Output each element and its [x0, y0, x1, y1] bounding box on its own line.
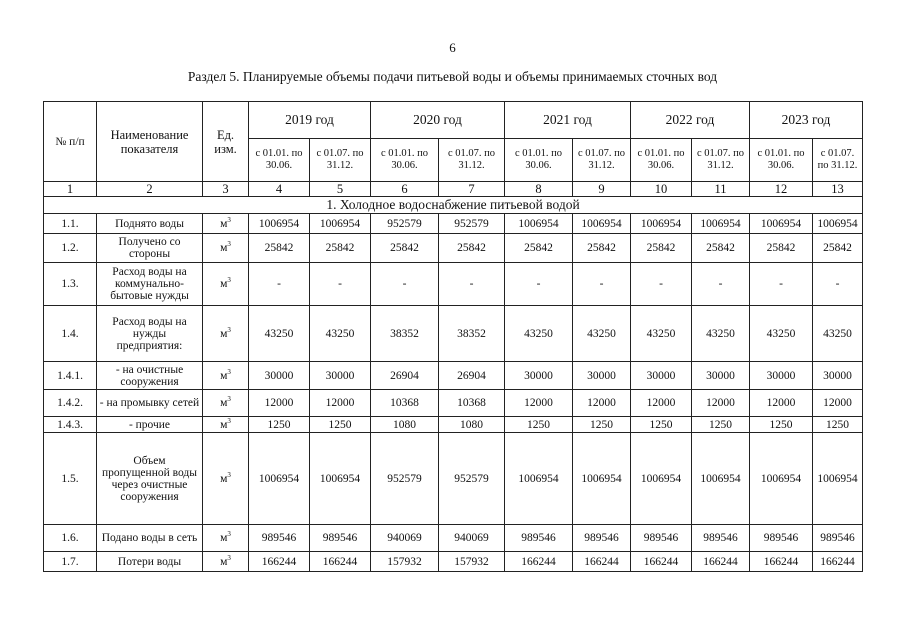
value-cell: 989546: [813, 525, 863, 552]
table-row: [44, 552, 863, 572]
row-number: 1.4.2.: [44, 390, 97, 417]
column-number: 6: [371, 182, 439, 197]
header-period: с 01.07. по 31.12.: [813, 139, 863, 182]
table-row: [44, 263, 863, 306]
unit-exponent: 3: [227, 416, 231, 425]
section-title: Раздел 5. Планируемые объемы подачи питьевой воды и объемы принимаемых сточных вод: [187, 69, 718, 84]
header-period: с 01.01. по 30.06.: [249, 139, 310, 182]
table-row: [44, 433, 863, 525]
value-cell: 12000: [573, 390, 631, 417]
value-cell: 25842: [573, 234, 631, 263]
row-number: 1.6.: [44, 525, 97, 552]
unit-exponent: 3: [227, 470, 231, 479]
value-cell: 952579: [371, 433, 439, 525]
value-cell: 1250: [573, 417, 631, 433]
value-cell: 1250: [505, 417, 573, 433]
row-unit: [203, 263, 249, 306]
value-cell: -: [310, 263, 371, 306]
unit-base: м: [220, 242, 228, 254]
page-number: 6: [449, 40, 456, 55]
row-number: 1.4.: [44, 306, 97, 362]
planned-volumes-table: [43, 101, 863, 572]
header-period: с 01.01. по 30.06.: [631, 139, 692, 182]
value-cell: 1250: [249, 417, 310, 433]
column-number: 5: [310, 182, 371, 197]
value-cell: 30000: [692, 362, 750, 390]
value-cell: 25842: [310, 234, 371, 263]
unit-base: м: [220, 278, 228, 290]
row-number: 1.5.: [44, 433, 97, 525]
header-year: 2021 год: [505, 102, 631, 139]
value-cell: -: [371, 263, 439, 306]
column-number: 9: [573, 182, 631, 197]
value-cell: 1006954: [505, 214, 573, 234]
table-row: [44, 525, 863, 552]
value-cell: 25842: [750, 234, 813, 263]
header-year: 2019 год: [249, 102, 371, 139]
row-number: 1.7.: [44, 552, 97, 572]
column-number: 2: [97, 182, 203, 197]
column-number: 4: [249, 182, 310, 197]
value-cell: 1006954: [249, 433, 310, 525]
value-cell: 166244: [310, 552, 371, 572]
unit-exponent: 3: [227, 530, 231, 539]
value-cell: -: [505, 263, 573, 306]
table-row: [44, 390, 863, 417]
unit-exponent: 3: [227, 240, 231, 249]
unit-base: м: [220, 418, 228, 431]
value-cell: 1006954: [310, 433, 371, 525]
value-cell: 43250: [310, 306, 371, 362]
row-name: Получено со стороны: [97, 234, 203, 263]
value-cell: 1006954: [573, 214, 631, 234]
table-row: [44, 362, 863, 390]
unit-base: м: [220, 217, 228, 230]
value-cell: 940069: [371, 525, 439, 552]
value-cell: 989546: [310, 525, 371, 552]
header-year: 2022 год: [631, 102, 750, 139]
value-cell: -: [439, 263, 505, 306]
value-cell: 30000: [505, 362, 573, 390]
value-cell: 166244: [249, 552, 310, 572]
row-name: Объем пропущенной воды через очистные сооружения: [97, 433, 203, 525]
header-period: с 01.01. по 30.06.: [371, 139, 439, 182]
value-cell: 1006954: [505, 433, 573, 525]
header-year: 2020 год: [371, 102, 505, 139]
column-number: 13: [813, 182, 863, 197]
header-unit: Ед. изм.: [203, 102, 249, 182]
header-period: с 01.07. по 31.12.: [439, 139, 505, 182]
value-cell: -: [813, 263, 863, 306]
value-cell: 26904: [371, 362, 439, 390]
value-cell: 12000: [505, 390, 573, 417]
value-cell: 30000: [813, 362, 863, 390]
value-cell: 12000: [750, 390, 813, 417]
column-number: 7: [439, 182, 505, 197]
value-cell: 952579: [439, 433, 505, 525]
value-cell: 1250: [310, 417, 371, 433]
row-name: - на очистные сооружения: [97, 362, 203, 390]
value-cell: 43250: [692, 306, 750, 362]
row-unit: [203, 525, 249, 552]
value-cell: 25842: [631, 234, 692, 263]
table-row: [44, 214, 863, 234]
header-period: с 01.01. по 30.06.: [505, 139, 573, 182]
value-cell: 1250: [813, 417, 863, 433]
value-cell: -: [692, 263, 750, 306]
value-cell: 30000: [750, 362, 813, 390]
table-row: [44, 234, 863, 263]
value-cell: 43250: [750, 306, 813, 362]
value-cell: 157932: [371, 552, 439, 572]
row-name: Расход воды на коммунально-бытовые нужды: [97, 263, 203, 306]
header-no: № п/п: [44, 102, 97, 182]
unit-base: м: [220, 397, 228, 409]
row-unit: [203, 433, 249, 525]
value-cell: 1006954: [249, 214, 310, 234]
unit-base: м: [220, 532, 228, 544]
value-cell: 989546: [750, 525, 813, 552]
value-cell: 43250: [505, 306, 573, 362]
value-cell: 38352: [439, 306, 505, 362]
row-unit: [203, 214, 249, 234]
value-cell: 25842: [371, 234, 439, 263]
column-number: 3: [203, 182, 249, 197]
unit-exponent: 3: [227, 395, 231, 404]
section-label: 1. Холодное водоснабжение питьевой водой: [44, 197, 863, 214]
header-period: с 01.07. по 31.12.: [692, 139, 750, 182]
value-cell: 1006954: [631, 214, 692, 234]
column-number: 1: [44, 182, 97, 197]
value-cell: 26904: [439, 362, 505, 390]
value-cell: 30000: [631, 362, 692, 390]
header-period: с 01.07. по 31.12.: [310, 139, 371, 182]
value-cell: 43250: [573, 306, 631, 362]
value-cell: 43250: [631, 306, 692, 362]
value-cell: 1250: [750, 417, 813, 433]
value-cell: 157932: [439, 552, 505, 572]
unit-exponent: 3: [227, 276, 231, 285]
row-name: Подано воды в сеть: [97, 525, 203, 552]
value-cell: 25842: [813, 234, 863, 263]
value-cell: 30000: [249, 362, 310, 390]
value-cell: 25842: [439, 234, 505, 263]
row-name: - прочие: [97, 417, 203, 433]
row-unit: [203, 390, 249, 417]
row-number: 1.2.: [44, 234, 97, 263]
value-cell: 166244: [750, 552, 813, 572]
value-cell: 166244: [631, 552, 692, 572]
unit-base: м: [220, 555, 228, 568]
unit-exponent: 3: [227, 215, 231, 224]
unit-exponent: 3: [227, 553, 231, 562]
value-cell: 25842: [692, 234, 750, 263]
row-name: Потери воды: [97, 552, 203, 572]
row-name: Расход воды на нужды предприятия:: [97, 306, 203, 362]
value-cell: 1006954: [692, 433, 750, 525]
unit-base: м: [220, 472, 228, 485]
table-row: [44, 306, 863, 362]
row-unit: [203, 306, 249, 362]
value-cell: 1006954: [813, 214, 863, 234]
unit-base: м: [220, 327, 228, 340]
value-cell: 12000: [631, 390, 692, 417]
value-cell: 940069: [439, 525, 505, 552]
value-cell: 952579: [371, 214, 439, 234]
column-number: 12: [750, 182, 813, 197]
value-cell: 166244: [692, 552, 750, 572]
value-cell: 1006954: [310, 214, 371, 234]
column-number: 11: [692, 182, 750, 197]
row-unit: [203, 417, 249, 433]
header-period: с 01.01. по 30.06.: [750, 139, 813, 182]
row-name: - на промывку сетей: [97, 390, 203, 417]
value-cell: 989546: [692, 525, 750, 552]
value-cell: 166244: [505, 552, 573, 572]
row-number: 1.3.: [44, 263, 97, 306]
header-name: Наименование показателя: [97, 102, 203, 182]
value-cell: -: [750, 263, 813, 306]
value-cell: 1080: [371, 417, 439, 433]
row-name: Поднято воды: [97, 214, 203, 234]
value-cell: 1006954: [750, 214, 813, 234]
value-cell: 1250: [631, 417, 692, 433]
value-cell: 952579: [439, 214, 505, 234]
unit-exponent: 3: [227, 367, 231, 376]
column-number: 8: [505, 182, 573, 197]
value-cell: 10368: [439, 390, 505, 417]
value-cell: -: [249, 263, 310, 306]
table-row: [44, 417, 863, 433]
value-cell: 30000: [573, 362, 631, 390]
value-cell: 43250: [249, 306, 310, 362]
row-unit: [203, 362, 249, 390]
value-cell: 1006954: [692, 214, 750, 234]
value-cell: 1080: [439, 417, 505, 433]
value-cell: 12000: [249, 390, 310, 417]
row-unit: [203, 552, 249, 572]
value-cell: 25842: [249, 234, 310, 263]
value-cell: 43250: [813, 306, 863, 362]
value-cell: 989546: [505, 525, 573, 552]
column-number: 10: [631, 182, 692, 197]
unit-base: м: [220, 369, 228, 382]
header-period: с 01.07. по 31.12.: [573, 139, 631, 182]
unit-exponent: 3: [227, 325, 231, 334]
value-cell: 12000: [692, 390, 750, 417]
value-cell: 1250: [692, 417, 750, 433]
row-number: 1.1.: [44, 214, 97, 234]
value-cell: 166244: [573, 552, 631, 572]
value-cell: 12000: [813, 390, 863, 417]
header-year: 2023 год: [750, 102, 863, 139]
value-cell: 12000: [310, 390, 371, 417]
value-cell: 25842: [505, 234, 573, 263]
value-cell: -: [631, 263, 692, 306]
value-cell: 989546: [249, 525, 310, 552]
value-cell: 10368: [371, 390, 439, 417]
value-cell: 38352: [371, 306, 439, 362]
value-cell: 166244: [813, 552, 863, 572]
value-cell: -: [573, 263, 631, 306]
row-number: 1.4.1.: [44, 362, 97, 390]
value-cell: 989546: [631, 525, 692, 552]
value-cell: 1006954: [573, 433, 631, 525]
value-cell: 1006954: [750, 433, 813, 525]
row-number: 1.4.3.: [44, 417, 97, 433]
value-cell: 1006954: [631, 433, 692, 525]
value-cell: 1006954: [813, 433, 863, 525]
value-cell: 989546: [573, 525, 631, 552]
row-unit: [203, 234, 249, 263]
value-cell: 30000: [310, 362, 371, 390]
